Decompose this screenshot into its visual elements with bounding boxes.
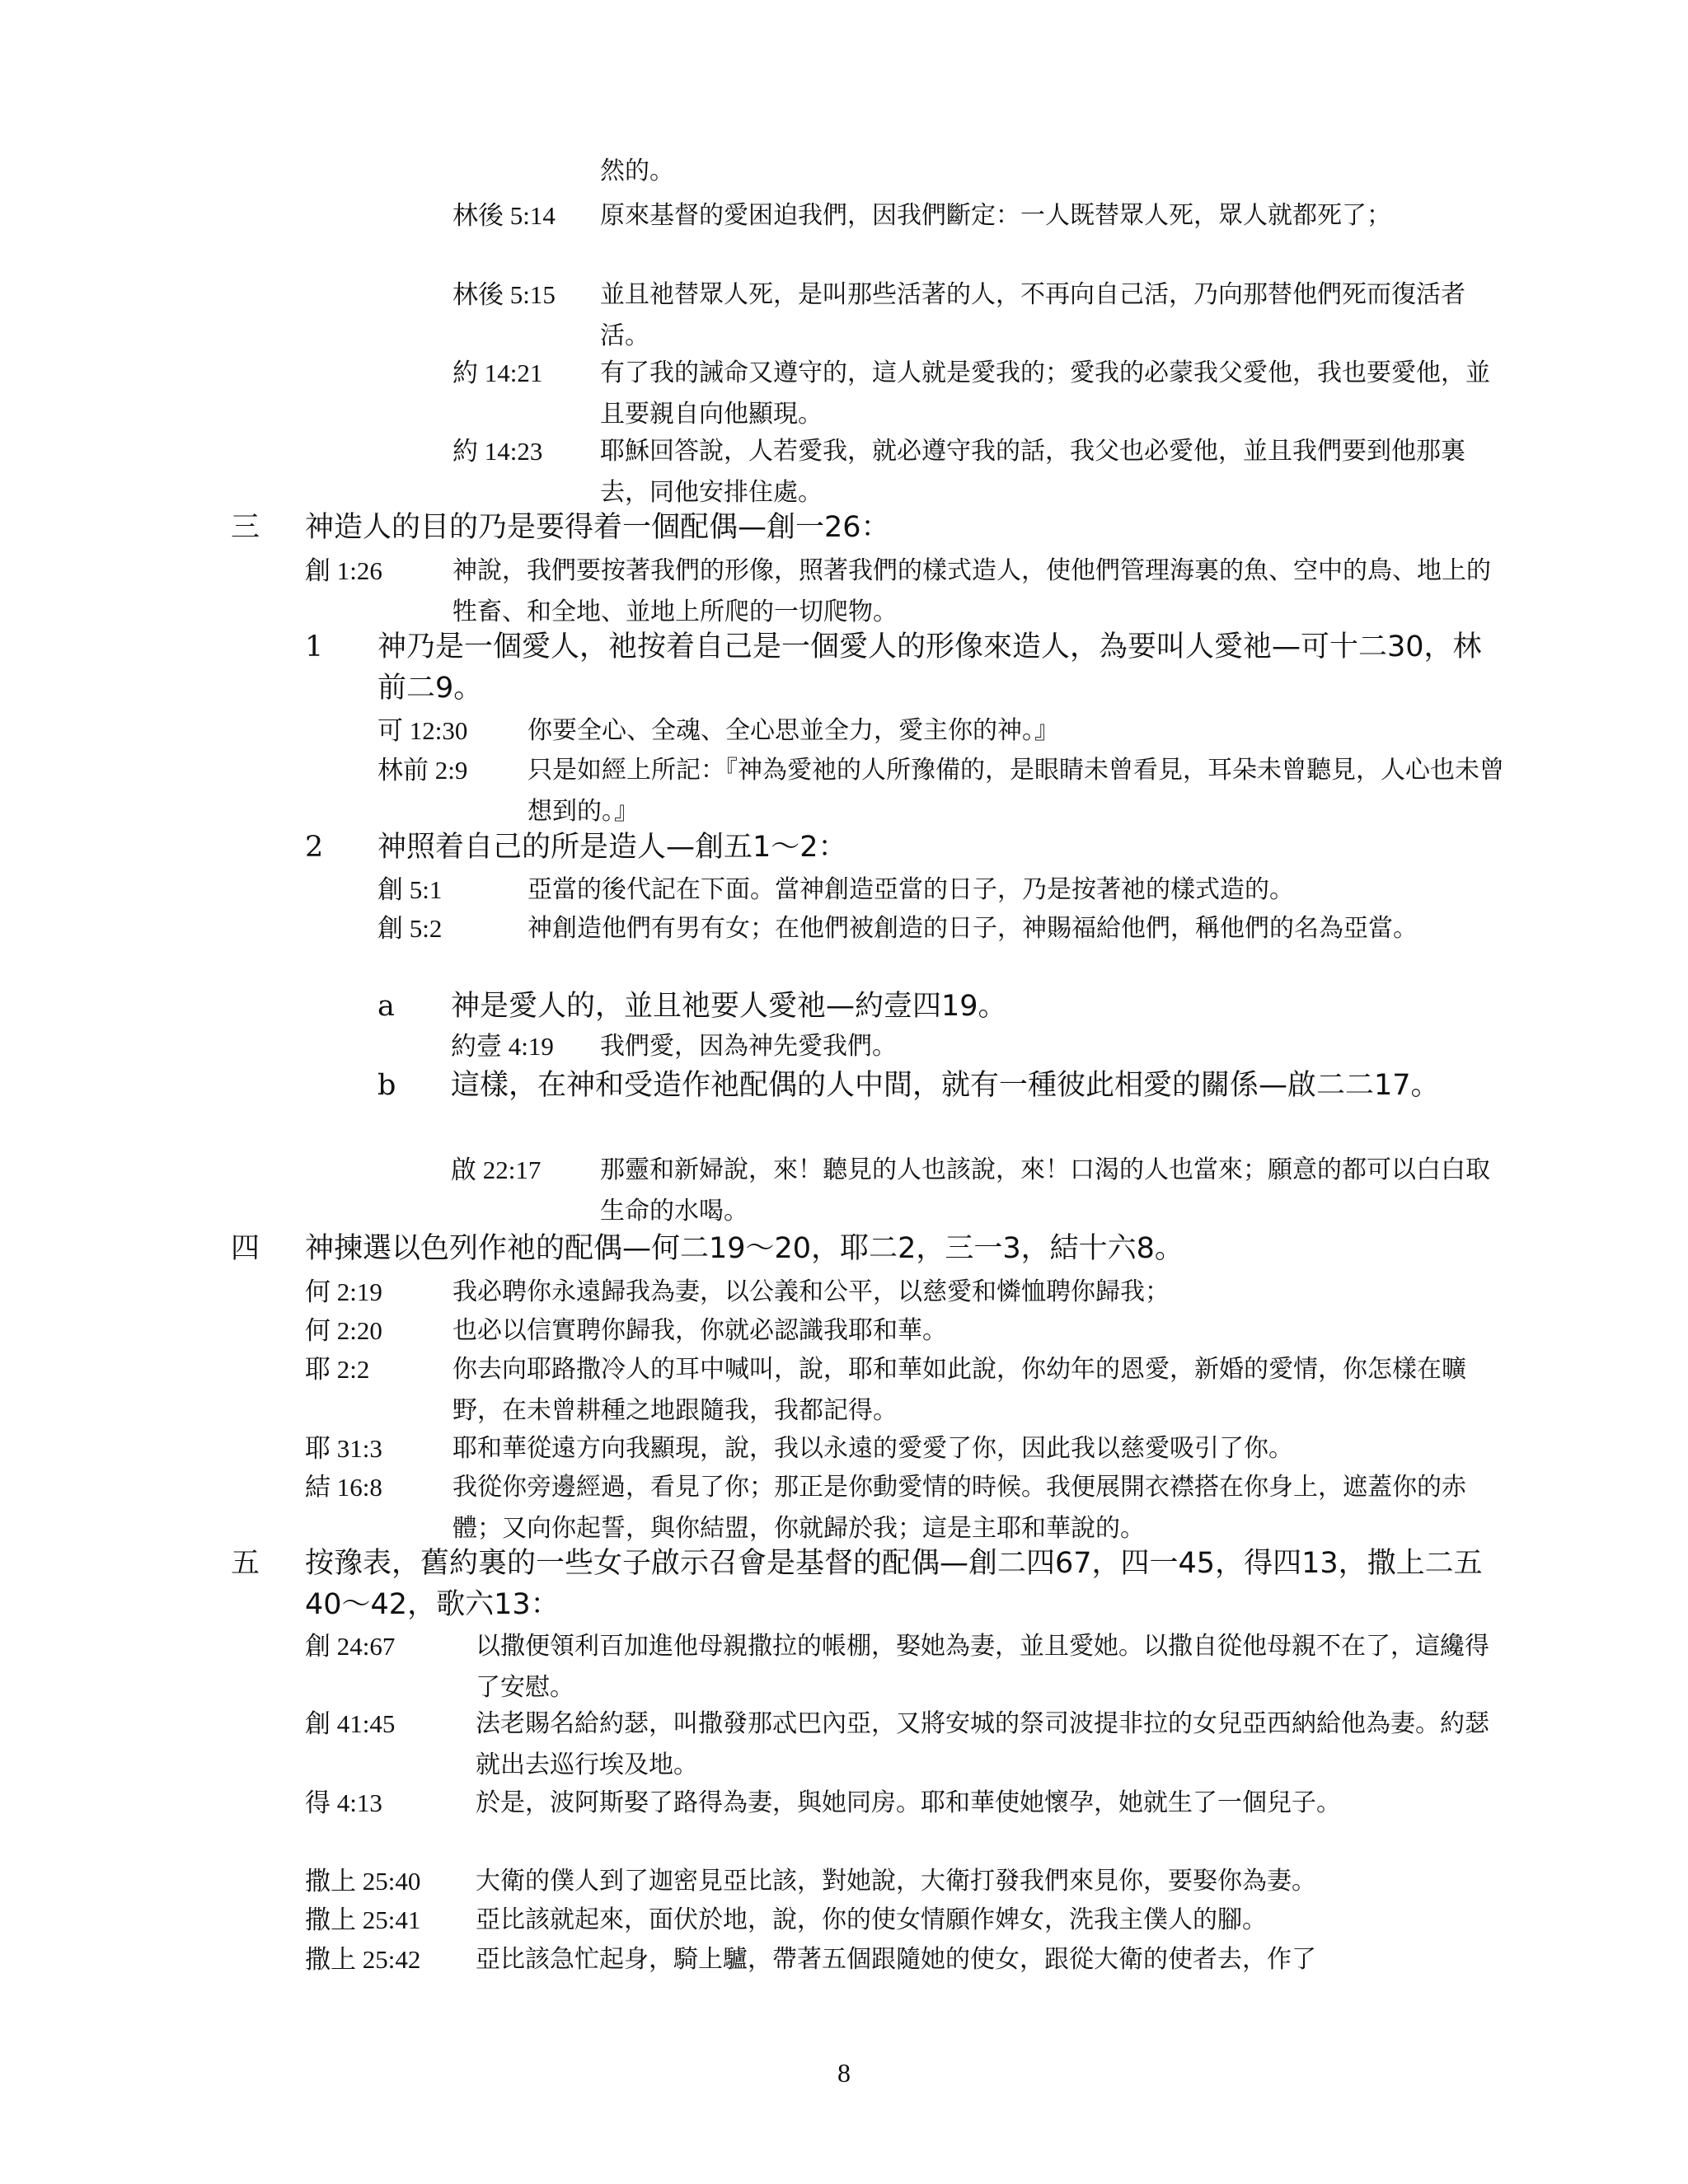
verse-gen-5-1	[0, 869, 1688, 911]
verse-reference: 約 14:21	[452, 359, 543, 387]
outline-text: 神是愛人的，並且祂要人愛祂—約壹四19。	[451, 990, 1007, 1023]
verse-reference: 撒上 25:41	[305, 1905, 421, 1934]
verse-text: 然的。	[600, 157, 674, 185]
verse-hos-2-20	[0, 1310, 1688, 1352]
outline-number: 2	[305, 831, 324, 864]
verse-text: 亞當的後代記在下面。當神創造亞當的日子，乃是按著祂的樣式造的。	[528, 875, 1294, 904]
verse-text: 只是如經上所記：『神為愛祂的人所豫備的，是眼睛未曾看見，耳朵未曾聽見，人心也未曾想到的。』	[528, 756, 1504, 826]
outline-point-3	[0, 507, 1688, 548]
verse-reference: 創 5:2	[377, 914, 443, 943]
verse-reference: 結 16:8	[305, 1473, 382, 1502]
verse-reference: 啟 22:17	[451, 1155, 542, 1184]
verse-text: 也必以信實聘你歸我，你就必認識我耶和華。	[452, 1316, 947, 1345]
verse-reference: 林後 5:15	[452, 280, 556, 309]
outline-text: 神揀選以色列作祂的配偶—何二19～20，耶二2，三一3，結十六8。	[305, 1232, 1184, 1265]
verse-text: 神說，我們要按著我們的形像，照著我們的樣式造人，使他們管理海裏的魚、空中的鳥、地上的牲畜、和全地、並地上所爬的一切爬物。	[452, 556, 1491, 626]
verse-john-14-23	[0, 431, 1688, 513]
verse-1cor-2-9	[0, 750, 1688, 832]
outline-text: 神造人的目的乃是要得着一個配偶—創一26：	[305, 511, 890, 544]
outline-number: 五	[231, 1547, 260, 1580]
verse-reference: 撒上 25:42	[305, 1945, 421, 1974]
outline-number: 1	[305, 630, 324, 663]
verse-ezek-16-8	[0, 1467, 1688, 1549]
verse-reference: 林後 5:14	[452, 201, 556, 230]
verse-jer-2-2	[0, 1349, 1688, 1432]
outline-text: 這樣，在神和受造作祂配偶的人中間，就有一種彼此相愛的關係—啟二二17。	[451, 1069, 1440, 1102]
verse-2cor-5-15	[0, 274, 1688, 357]
verse-text: 你去向耶路撒冷人的耳中喊叫，說，耶和華如此說，你幼年的恩愛，新婚的愛情，你怎樣在曠野，在未曾耕種之地跟隨我，我都記得。	[452, 1355, 1466, 1425]
verse-text: 法老賜名給約瑟，叫撒發那忒巴內亞，又將安城的祭司波提非拉的女兒亞西納給他為妻。約瑟就出去巡行埃及地。	[476, 1709, 1489, 1779]
outline-point-3-2	[0, 827, 1688, 868]
verse-text: 耶和華從遠方向我顯現，說，我以永遠的愛愛了你，因此我以慈愛吸引了你。	[452, 1434, 1293, 1463]
verse-text: 那靈和新婦說，來！聽見的人也該說，來！口渴的人也當來；願意的都可以白白取生命的水喝。	[600, 1155, 1490, 1226]
verse-reference: 創 41:45	[305, 1709, 396, 1738]
verse-gen-24-67	[0, 1626, 1688, 1708]
verse-1john-4-19	[0, 1026, 1688, 1067]
verse-1sam-25-40	[0, 1861, 1688, 1902]
verse-reference: 何 2:20	[305, 1316, 382, 1345]
verse-reference: 創 24:67	[305, 1632, 396, 1661]
outline-point-3-2-a	[0, 986, 1688, 1027]
outline-text: 神乃是一個愛人，祂按着自己是一個愛人的形像來造人，為要叫人愛祂—可十二30，林前二9。	[377, 630, 1482, 705]
verse-text: 我們愛，因為神先愛我們。	[600, 1032, 897, 1061]
verse-rev-22-17	[0, 1150, 1688, 1232]
verse-1sam-25-42	[0, 1939, 1688, 1980]
outline-number: a	[377, 990, 395, 1023]
outline-point-3-1	[0, 626, 1688, 709]
verse-text: 亞比該急忙起身，騎上驢，帶著五個跟隨她的使女，跟從大衛的使者去，作了	[476, 1945, 1316, 1974]
verse-gen-1-26	[0, 551, 1688, 633]
verse-reference: 何 2:19	[305, 1277, 382, 1306]
verse-ruth-4-13	[0, 1783, 1688, 1865]
verse-gen-41-45	[0, 1704, 1688, 1786]
outline-point-3-2-b	[0, 1065, 1688, 1147]
verse-text: 有了我的誡命又遵守的，這人就是愛我的；愛我的必蒙我父愛他，我也要愛他，並且要親自向他顯現。	[600, 359, 1490, 429]
verse-text: 並且祂替眾人死，是叫那些活著的人，不再向自己活，乃向那替他們死而復活者活。	[600, 280, 1465, 350]
verse-reference: 約壹 4:19	[451, 1032, 554, 1061]
verse-mark-12-30	[0, 710, 1688, 752]
verse-text: 我必聘你永遠歸我為妻，以公義和公平，以慈愛和憐恤聘你歸我；	[452, 1277, 1170, 1306]
verse-continuation	[0, 151, 1688, 192]
verse-text: 我從你旁邊經過，看見了你；那正是你動愛情的時候。我便展開衣襟搭在你身上，遮蓋你的赤體；又向你起誓，與你結盟，你就歸於我；這是主耶和華說的。	[452, 1473, 1466, 1543]
verse-john-14-21	[0, 353, 1688, 435]
verse-reference: 耶 2:2	[305, 1355, 370, 1384]
outline-point-5	[0, 1543, 1688, 1625]
verse-reference: 林前 2:9	[377, 756, 468, 785]
verse-text: 亞比該就起來，面伏於地，說，你的使女情願作婢女，洗我主僕人的腳。	[476, 1905, 1267, 1934]
verse-hos-2-19	[0, 1272, 1688, 1313]
verse-text: 耶穌回答說，人若愛我，就必遵守我的話，我父也必愛他，並且我們要到他那裏去，同他安排住處。	[600, 437, 1465, 507]
verse-reference: 約 14:23	[452, 437, 543, 466]
verse-text: 神創造他們有男有女；在他們被創造的日子，神賜福給他們，稱他們的名為亞當。	[528, 914, 1418, 943]
outline-text: 神照着自己的所是造人—創五1～2：	[377, 831, 847, 864]
outline-number: 三	[231, 511, 260, 544]
page-number: 8	[837, 2058, 851, 2088]
verse-1sam-25-41	[0, 1900, 1688, 1941]
verse-text: 你要全心、全魂、全心思並全力，愛主你的神。』	[528, 716, 1059, 745]
outline-point-4	[0, 1228, 1688, 1269]
verse-gen-5-2	[0, 908, 1688, 991]
outline-text: 按豫表，舊約裏的一些女子啟示召會是基督的配偶—創二四67，四一45，得四13，撒上二五40～42，歌六13：	[305, 1547, 1483, 1621]
verse-reference: 創 1:26	[305, 556, 382, 585]
outline-number: b	[377, 1069, 396, 1102]
verse-text: 原來基督的愛困迫我們，因我們斷定：一人既替眾人死，眾人就都死了；	[600, 201, 1391, 230]
verse-reference: 可 12:30	[377, 716, 468, 745]
verse-reference: 耶 31:3	[305, 1434, 382, 1463]
verse-text: 於是，波阿斯娶了路得為妻，與她同房。耶和華使她懷孕，她就生了一個兒子。	[476, 1788, 1341, 1817]
verse-text: 大衛的僕人到了迦密見亞比該，對她說，大衛打發我們來見你，要娶你為妻。	[476, 1867, 1316, 1896]
verse-reference: 撒上 25:40	[305, 1867, 421, 1896]
outline-number: 四	[231, 1232, 260, 1265]
verse-2cor-5-14	[0, 195, 1688, 278]
verse-text: 以撒便領利百加進他母親撒拉的帳棚，娶她為妻，並且愛她。以撒自從他母親不在了，這纔得了安慰。	[476, 1632, 1489, 1702]
verse-reference: 創 5:1	[377, 875, 443, 904]
verse-jer-31-3	[0, 1428, 1688, 1469]
verse-reference: 得 4:13	[305, 1788, 382, 1817]
